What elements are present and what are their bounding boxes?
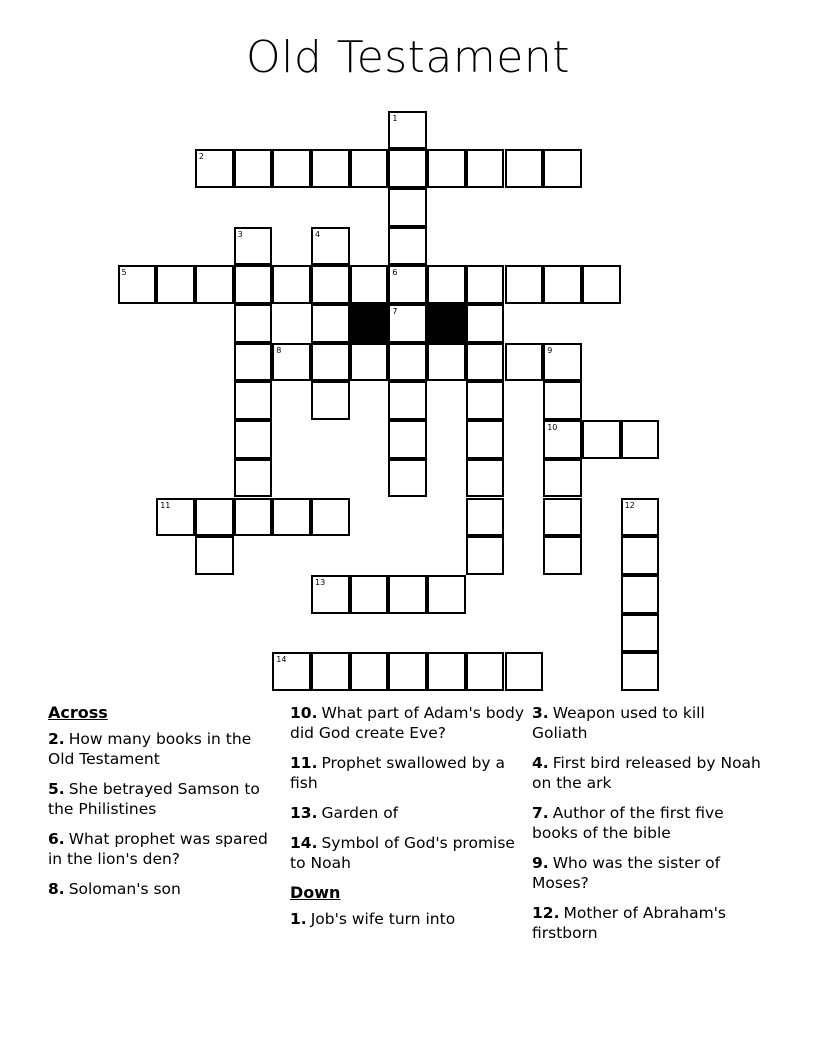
down-header: Down: [290, 883, 341, 902]
clue-number: 6: [392, 268, 398, 278]
answer-cell[interactable]: [388, 265, 427, 304]
answer-cell[interactable]: [388, 575, 427, 614]
answer-cell[interactable]: [427, 343, 466, 382]
clues-column-2: [290, 703, 525, 939]
answer-cell[interactable]: [505, 149, 544, 188]
answer-cell[interactable]: [543, 343, 582, 382]
answer-cell[interactable]: [466, 498, 505, 537]
answer-cell[interactable]: [621, 498, 660, 537]
answer-cell[interactable]: [311, 149, 350, 188]
answer-cell[interactable]: [388, 227, 427, 266]
answer-cell[interactable]: [621, 536, 660, 575]
clue-number: 8: [276, 345, 282, 355]
answer-cell[interactable]: [234, 420, 273, 459]
answer-cell[interactable]: [311, 498, 350, 537]
clue-text: Prophet swallowed by a fish: [290, 754, 506, 792]
answer-cell[interactable]: [350, 149, 389, 188]
clue-num: 2.: [48, 730, 65, 748]
answer-cell[interactable]: [543, 459, 582, 498]
answer-cell[interactable]: [582, 420, 621, 459]
answer-cell[interactable]: [427, 149, 466, 188]
answer-cell[interactable]: [388, 420, 427, 459]
clue-item: [48, 779, 278, 819]
clue-number: 3: [237, 229, 243, 239]
answer-cell[interactable]: [543, 536, 582, 575]
clue-num: 12.: [532, 904, 560, 922]
answer-cell[interactable]: [543, 265, 582, 304]
answer-cell[interactable]: [311, 652, 350, 691]
clue-item: [290, 833, 525, 873]
clue-number: 14: [276, 655, 287, 665]
answer-cell[interactable]: [505, 343, 544, 382]
clue-text: First bird released by Noah on the ark: [532, 754, 761, 792]
answer-cell[interactable]: [234, 343, 273, 382]
clue-item: [532, 853, 762, 893]
clue-text: Symbol of God's promise to Noah: [290, 834, 515, 872]
answer-cell[interactable]: [388, 652, 427, 691]
clue-text: What prophet was spared in the lion's den?: [48, 830, 268, 868]
answer-cell[interactable]: [234, 265, 273, 304]
answer-cell[interactable]: [427, 575, 466, 614]
clue-number: 7: [392, 307, 398, 316]
clue-text: Mother of Abraham's firstborn: [532, 904, 726, 942]
answer-cell[interactable]: [466, 420, 505, 459]
clue-number: 1: [392, 113, 398, 123]
answer-cell[interactable]: [350, 343, 389, 382]
clue-num: 4.: [532, 754, 549, 772]
clue-item: [48, 879, 278, 899]
clue-text: Garden of: [321, 804, 399, 822]
down-clue-list: [290, 909, 525, 929]
clues-column-3: [532, 703, 762, 953]
answer-cell[interactable]: [466, 381, 505, 420]
clue-item: [290, 909, 525, 929]
clue-num: 13.: [290, 804, 318, 822]
answer-cell[interactable]: [272, 343, 311, 382]
answer-cell[interactable]: [311, 265, 350, 304]
clue-item: [290, 803, 525, 823]
answer-cell[interactable]: [466, 343, 505, 382]
answer-cell[interactable]: [234, 498, 273, 537]
clue-number: 13: [315, 577, 326, 587]
clue-text: How many books in the Old Testament: [48, 730, 252, 768]
answer-cell[interactable]: [272, 149, 311, 188]
clue-item: [532, 803, 762, 843]
clue-num: 11.: [290, 754, 318, 772]
clue-text: Who was the sister of Moses?: [532, 854, 721, 892]
across-clue-list: [48, 729, 278, 899]
answer-cell[interactable]: [466, 265, 505, 304]
answer-cell[interactable]: [427, 652, 466, 691]
answer-cell[interactable]: [311, 575, 350, 614]
answer-cell[interactable]: [505, 265, 544, 304]
black-square: [350, 304, 389, 343]
answer-cell[interactable]: [156, 498, 195, 537]
clue-num: 5.: [48, 780, 65, 798]
clue-number: 10: [547, 423, 558, 433]
across-clue-list-cont: [290, 703, 525, 873]
clue-text: What part of Adam's body did God create Eve?: [290, 704, 525, 742]
clue-item: [532, 703, 762, 743]
clue-number: 11: [160, 500, 171, 510]
clue-num: 10.: [290, 704, 318, 722]
answer-cell[interactable]: [543, 420, 582, 459]
answer-cell[interactable]: [466, 149, 505, 188]
clue-number: 2: [198, 152, 204, 162]
clues-column-1: [48, 703, 278, 909]
clue-num: 7.: [532, 804, 549, 822]
answer-cell[interactable]: [388, 188, 427, 227]
clue-num: 14.: [290, 834, 318, 852]
clue-number: 4: [315, 229, 321, 239]
answer-cell[interactable]: [350, 652, 389, 691]
answer-cell[interactable]: [466, 459, 505, 498]
answer-cell[interactable]: [195, 536, 234, 575]
answer-cell[interactable]: [234, 304, 273, 343]
answer-cell[interactable]: [582, 265, 621, 304]
puzzle-title: Old Testament: [246, 32, 570, 83]
answer-cell[interactable]: [195, 149, 234, 188]
answer-cell[interactable]: [350, 265, 389, 304]
across-header: Across: [48, 703, 108, 722]
clue-item: [532, 903, 762, 943]
answer-cell[interactable]: [388, 111, 427, 150]
answer-cell[interactable]: [388, 381, 427, 420]
answer-cell[interactable]: [388, 343, 427, 382]
clue-num: 9.: [532, 854, 549, 872]
answer-cell[interactable]: [350, 575, 389, 614]
answer-cell[interactable]: [621, 652, 660, 691]
answer-cell[interactable]: [543, 149, 582, 188]
down-clue-list-cont: [532, 703, 762, 943]
answer-cell[interactable]: [466, 652, 505, 691]
answer-cell[interactable]: [311, 381, 350, 420]
answer-cell[interactable]: [621, 575, 660, 614]
clue-num: 6.: [48, 830, 65, 848]
answer-cell[interactable]: [427, 265, 466, 304]
answer-cell[interactable]: [311, 227, 350, 266]
clue-item: [290, 703, 525, 743]
clue-num: 8.: [48, 880, 65, 898]
answer-cell[interactable]: [118, 265, 157, 304]
clue-number: 5: [121, 268, 127, 278]
clue-text: She betrayed Samson to the Philistines: [48, 780, 260, 818]
clue-num: 1.: [290, 910, 307, 928]
answer-cell[interactable]: [466, 536, 505, 575]
answer-cell[interactable]: [543, 498, 582, 537]
clue-item: [48, 829, 278, 869]
clue-text: Author of the first five books of the bible: [532, 804, 724, 842]
answer-cell[interactable]: [388, 459, 427, 498]
clue-text: Job's wife turn into: [310, 910, 456, 928]
answer-cell[interactable]: [272, 498, 311, 537]
answer-cell[interactable]: [621, 614, 660, 653]
answer-cell[interactable]: [543, 381, 582, 420]
answer-cell[interactable]: [311, 343, 350, 382]
answer-cell[interactable]: [505, 652, 544, 691]
answer-cell[interactable]: [156, 265, 195, 304]
answer-cell[interactable]: [234, 459, 273, 498]
black-square: [427, 304, 466, 343]
clue-item: [48, 729, 278, 769]
answer-cell[interactable]: [234, 381, 273, 420]
clue-text: Weapon used to kill Goliath: [532, 704, 705, 742]
answer-cell[interactable]: [272, 652, 311, 691]
answer-cell[interactable]: [234, 149, 273, 188]
clue-text: Soloman's son: [68, 880, 181, 898]
answer-cell[interactable]: [388, 304, 427, 343]
answer-cell[interactable]: [272, 265, 311, 304]
answer-cell[interactable]: [195, 265, 234, 304]
answer-cell[interactable]: [621, 420, 660, 459]
answer-cell[interactable]: [466, 304, 505, 343]
answer-cell[interactable]: [311, 304, 350, 343]
answer-cell[interactable]: [195, 498, 234, 537]
clue-item: [532, 753, 762, 793]
answer-cell[interactable]: [234, 227, 273, 266]
clue-number: 9: [547, 345, 553, 355]
clue-item: [290, 753, 525, 793]
answer-cell[interactable]: [388, 149, 427, 188]
clue-num: 3.: [532, 704, 549, 722]
clue-number: 12: [624, 500, 635, 510]
